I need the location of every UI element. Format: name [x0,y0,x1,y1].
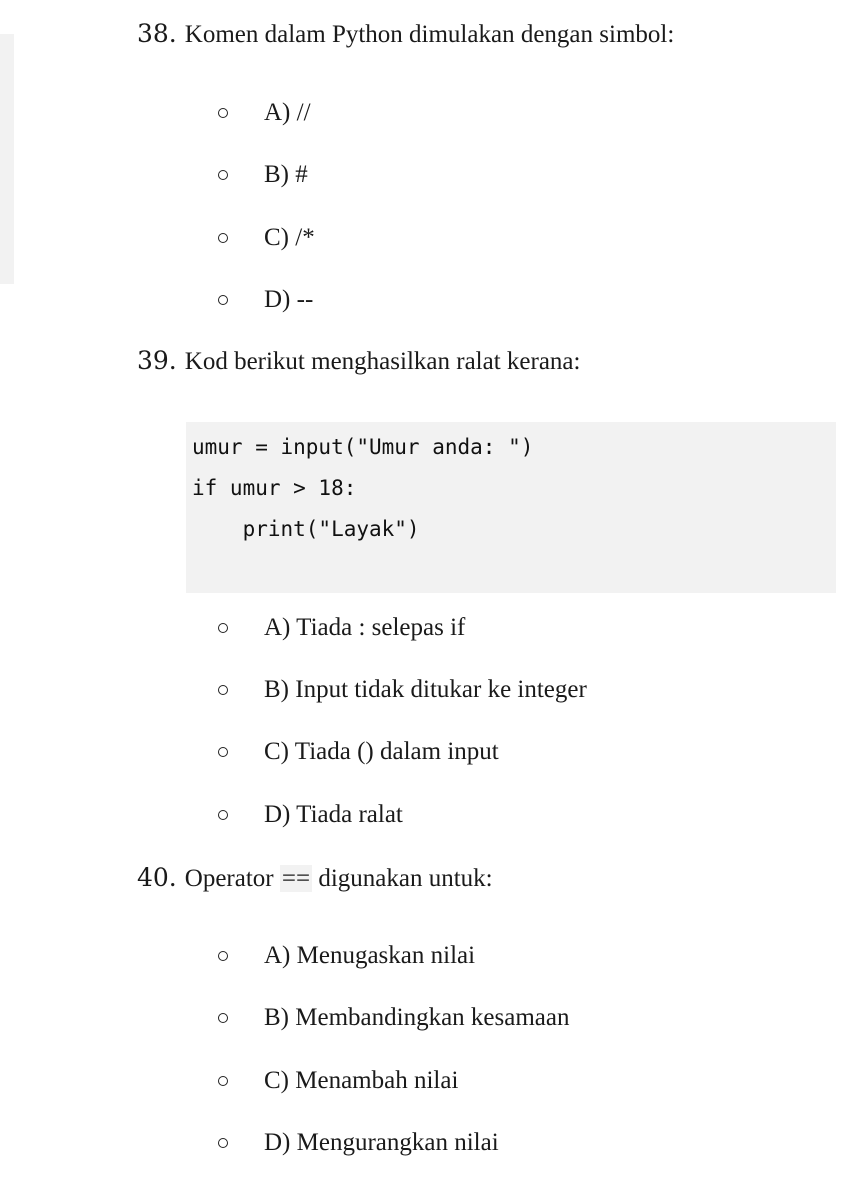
option-40-a[interactable] [218,941,475,971]
question-number: 40. [137,863,177,892]
question-text: Komen dalam Python dimulakan dengan simbol: [184,21,675,48]
option-40-b[interactable] [218,1003,569,1033]
question-40 [137,863,493,894]
radio-icon[interactable] [218,1013,228,1023]
radio-icon[interactable] [218,623,228,633]
question-text-before: Operator [184,865,274,892]
option-39-d[interactable] [218,800,403,830]
radio-icon[interactable] [218,810,228,820]
question-39 [137,346,580,377]
option-label: D) -- [264,286,314,313]
radio-icon[interactable] [218,1138,228,1148]
option-39-b[interactable] [218,675,587,705]
radio-icon[interactable] [218,295,228,305]
option-label: B) # [264,161,308,188]
question-text: Kod berikut menghasilkan ralat kerana: [184,348,581,375]
option-label: A) // [264,99,311,126]
radio-icon[interactable] [218,170,228,180]
option-40-d[interactable] [218,1128,499,1158]
option-39-a[interactable] [218,613,465,643]
inline-code: == [281,865,311,892]
radio-icon[interactable] [218,233,228,243]
radio-icon[interactable] [218,951,228,961]
radio-icon[interactable] [218,1076,228,1086]
radio-icon[interactable] [218,747,228,757]
option-label: B) Membandingkan kesamaan [264,1004,570,1031]
option-label: C) Menambah nilai [264,1067,459,1094]
option-label: A) Tiada : selepas if [264,614,466,641]
option-38-b[interactable] [218,160,308,190]
question-38 [137,19,674,50]
question-text-after: digunakan untuk: [318,865,493,892]
question-number: 38. [137,19,177,48]
option-label: C) Tiada () dalam input [264,738,499,765]
left-margin-bar [0,34,14,284]
option-label: D) Mengurangkan nilai [264,1129,499,1156]
radio-icon[interactable] [218,685,228,695]
option-38-d[interactable] [218,285,313,315]
option-40-c[interactable] [218,1066,458,1096]
option-39-c[interactable] [218,737,499,767]
option-label: C) /* [264,224,315,251]
option-38-a[interactable] [218,98,311,128]
code-line: umur = input("Umur anda: ") [192,435,534,459]
code-line: if umur > 18: [192,476,357,500]
code-block [186,422,836,593]
option-38-c[interactable] [218,223,315,253]
option-label: A) Menugaskan nilai [264,942,476,969]
radio-icon[interactable] [218,108,228,118]
option-label: D) Tiada ralat [264,801,403,828]
option-label: B) Input tidak ditukar ke integer [264,676,587,703]
question-number: 39. [137,346,177,375]
code-line: print("Layak") [192,517,420,541]
